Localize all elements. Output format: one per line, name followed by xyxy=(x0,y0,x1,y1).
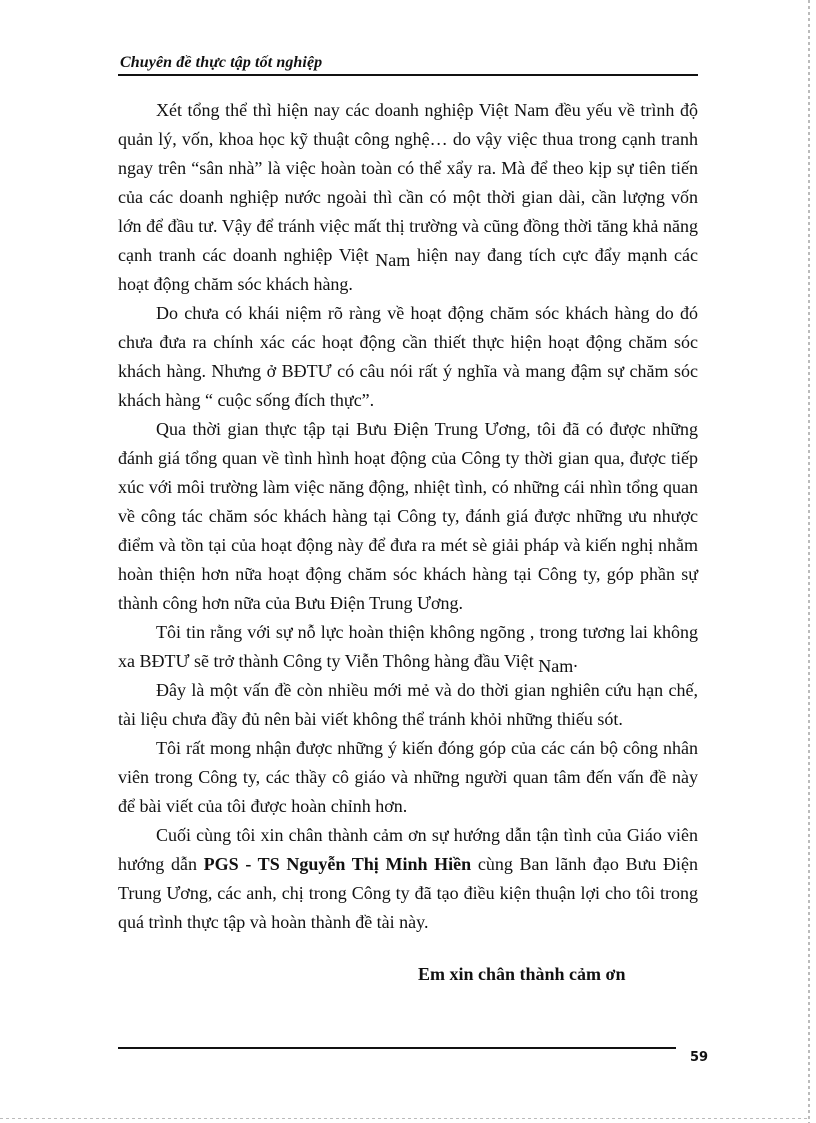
page-bottom-edge xyxy=(0,1118,808,1119)
paragraph-4-end: . xyxy=(573,651,578,671)
header-rule xyxy=(118,74,698,76)
page-header xyxy=(118,52,698,78)
paragraph-4 xyxy=(118,618,698,676)
advisor-name: PGS - TS Nguyễn Thị Minh Hiền xyxy=(203,854,472,874)
paragraph-7-text-b: cùng Ban lãnh đạo Bưu Điện Trung Ương, các anh, chị trong Công ty đã tạo điều kiện thuận lợi cho tôi trong quá trình thực tập và hoàn thành đề tài này. xyxy=(118,854,699,932)
paragraph-4-nam: Nam xyxy=(538,656,574,676)
paragraph-3: Qua thời gian thực tập tại Bưu Điện Trung Ương, tôi đã có được những đánh giá tổng quan về tình hình hoạt động của Công ty thời gian qua, được tiếp xúc với môi trường làm việc năng động, nhiệt tình, có những cái nhìn tổng quan về công tác chăm sóc khách hàng tại Công ty, đánh giá được những ưu nhược điểm và tồn tại của hoạt động này để đưa ra mét sè giải pháp và kiến nghị nhằm hoàn thiện hơn nữa hoạt động chăm sóc khách hàng tại Công ty, góp phần sự thành công hơn nữa của Bưu Điện Trung Ương. xyxy=(118,419,698,613)
paragraph-7-text-a: Cuối cùng tôi xin chân thành cảm ơn sự hướng dẫn tận tình của Giáo viên hướng dẫn xyxy=(118,825,698,874)
signoff: Em xin chân thành cảm ơn xyxy=(418,964,626,984)
paragraph-1-text-a: Xét tổng thể thì hiện nay các doanh nghiệp Việt Nam đều yếu về trình độ quản lý, vốn, khoa học kỹ thuật công nghệ… do vậy việc thua trong cạnh tranh ngay trên “sân nhà” là việc hoàn toàn có thể xẩy ra. Mà để theo kịp sự tiên tiến của các doanh nghiệp nước ngoài thì cần có một thời gian dài, cần lượng vốn lớn để đầu tư. Vậy để tránh việc mất thị trường và cũng đồng thời tăng khả năng cạnh tranh các doanh nghiệp Việt xyxy=(118,100,698,265)
paragraph-1-nam: Nam xyxy=(375,250,411,270)
paragraph-6: Tôi rất mong nhận được những ý kiến đóng góp của các cán bộ công nhân viên trong Công ty, các thầy cô giáo và những người quan tâm đến vấn đề này để bài viết của tôi được hoàn chỉnh hơn. xyxy=(118,738,698,816)
paragraph-4-text-a: Tôi tin rằng với sự nỗ lực hoàn thiện không ngõng , trong tương lai không xa BĐTƯ sẽ trở thành Công ty Viễn Thông hàng đầu Việt xyxy=(118,622,698,671)
page-right-edge xyxy=(808,0,810,1123)
paragraph-2: Do chưa có khái niệm rõ ràng về hoạt động chăm sóc khách hàng do đó chưa đưa ra chính xác các hoạt động cần thiết thực hiện hoạt động chăm sóc khách hàng. Nhưng ở BĐTƯ có câu nói rất ý nghĩa và mang đậm sự chăm sóc khách hàng “ cuộc sống đích thực”. xyxy=(118,303,698,410)
paragraph-1-text-b: hiện nay đang tích cực đẩy mạnh các hoạt động chăm sóc khách hàng. xyxy=(118,245,699,294)
body-text xyxy=(118,96,698,937)
header-title: Chuyên đề thực tập tốt nghiệp xyxy=(120,54,323,71)
paragraph-7 xyxy=(118,821,698,937)
paragraph-1 xyxy=(118,96,698,299)
paragraph-5: Đây là một vấn đề còn nhiều mới mẻ và do thời gian nghiên cứu hạn chế, tài liệu chưa đầy đủ nên bài viết không thể tránh khỏi những thiếu sót. xyxy=(118,680,698,729)
page-number: 59 xyxy=(690,1050,709,1065)
footer-rule xyxy=(118,1047,676,1049)
